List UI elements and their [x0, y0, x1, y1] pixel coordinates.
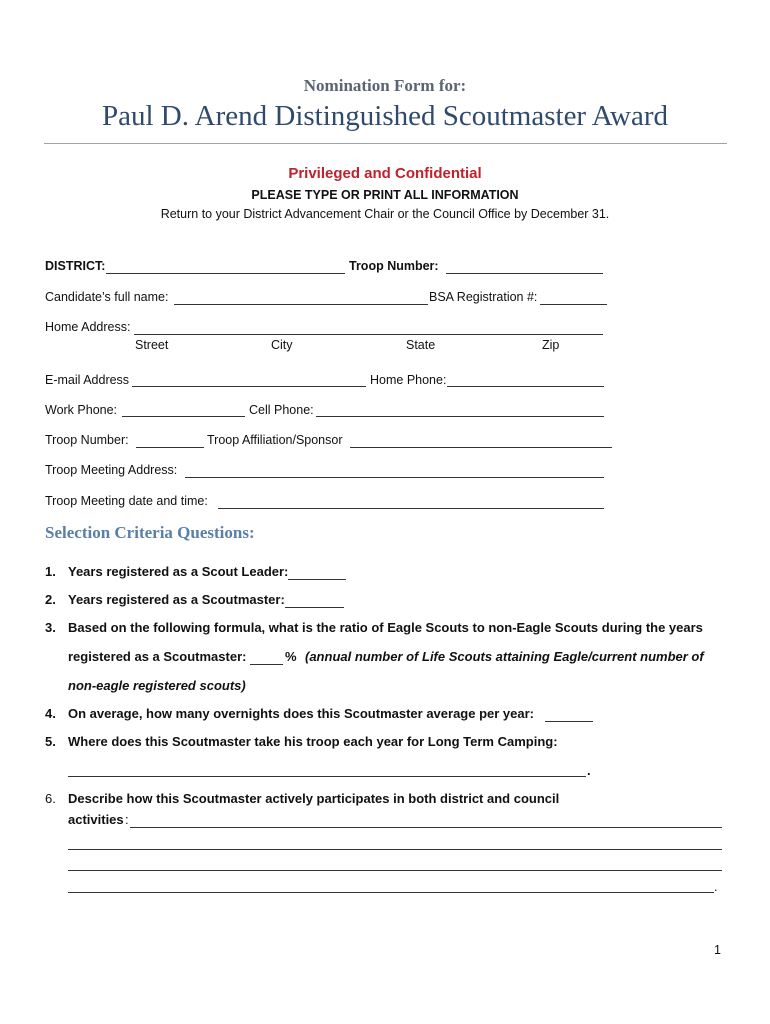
print-instruction: PLEASE TYPE OR PRINT ALL INFORMATION [251, 188, 519, 202]
criteria-heading: Selection Criteria Questions: [45, 523, 255, 542]
bsa-registration-label: BSA Registration #: [429, 290, 538, 304]
q2-answer-field[interactable] [285, 607, 344, 608]
title-divider [44, 143, 727, 144]
address-street-label: Street [135, 338, 169, 352]
q6-answer-line-4[interactable] [68, 892, 714, 893]
q3-formula: (annual number of Life Scouts attaining Eagle/current number of [305, 649, 704, 664]
candidate-name-field[interactable] [174, 304, 428, 305]
q2-number: 2. [45, 592, 56, 607]
q3-number: 3. [45, 620, 56, 635]
work-phone-label: Work Phone: [45, 403, 118, 417]
troop-affiliation-label: Troop Affiliation/Sponsor [207, 433, 343, 447]
confidential-notice: Privileged and Confidential [288, 165, 482, 182]
bsa-registration-field[interactable] [540, 304, 607, 305]
q1-text: Years registered as a Scout Leader: [68, 564, 289, 579]
q3-formula-end: non-eagle registered scouts) [68, 678, 246, 693]
address-state-label: State [406, 338, 436, 352]
q2-text: Years registered as a Scoutmaster: [68, 592, 285, 607]
form-subtitle: Nomination Form for: [303, 76, 467, 95]
q5-number: 5. [45, 734, 56, 749]
q6-text-line1: Describe how this Scoutmaster actively participates in both district and council [68, 791, 560, 806]
q4-answer-field[interactable] [545, 721, 593, 722]
troop-number-top-field[interactable] [446, 273, 603, 274]
meeting-date-field[interactable] [218, 508, 604, 509]
address-city-label: City [271, 338, 293, 352]
q3-text-line1: Based on the following formula, what is the ratio of Eagle Scouts to non-Eagle Scouts during the years [68, 620, 703, 635]
troop-affiliation-field[interactable] [350, 447, 612, 448]
page-number: 1 [714, 943, 721, 957]
meeting-address-label: Troop Meeting Address: [45, 463, 178, 477]
q6-number: 6. [45, 791, 56, 806]
troop-number-label: Troop Number: [45, 433, 129, 447]
q5-answer-field[interactable] [68, 776, 586, 777]
cell-phone-label: Cell Phone: [249, 403, 314, 417]
q4-text: On average, how many overnights does this Scoutmaster average per year: [68, 706, 535, 721]
q5-text: Where does this Scoutmaster take his troop each year for Long Term Camping: [68, 734, 558, 749]
district-field[interactable] [106, 273, 345, 274]
q6-answer-line-3[interactable] [68, 870, 722, 871]
cell-phone-field[interactable] [316, 416, 604, 417]
home-address-field[interactable] [134, 334, 603, 335]
q1-answer-field[interactable] [288, 579, 346, 580]
q1-number: 1. [45, 564, 56, 579]
email-label: E-mail Address [45, 373, 130, 387]
q6-answer-line-1[interactable] [130, 827, 722, 828]
q4-number: 4. [45, 706, 56, 721]
candidate-name-label: Candidate’s full name: [45, 290, 169, 304]
work-phone-field[interactable] [122, 416, 245, 417]
troop-number-field[interactable] [136, 447, 204, 448]
troop-number-top-label: Troop Number: [349, 259, 439, 273]
q3-percent: % [285, 649, 297, 664]
email-field[interactable] [132, 386, 366, 387]
q3-answer-field[interactable] [250, 664, 283, 665]
address-zip-label: Zip [542, 338, 560, 352]
return-note: Return to your District Advancement Chair or the Council Office by December 31. [160, 207, 610, 221]
q6-colon: : [125, 812, 129, 827]
meeting-date-label: Troop Meeting date and time: [45, 494, 208, 508]
q6-end: . [714, 880, 718, 894]
q5-end: . [587, 763, 591, 778]
home-address-label: Home Address: [45, 320, 131, 334]
form-title: Paul D. Arend Distinguished Scoutmaster Award [102, 100, 668, 132]
q3-text-line2: registered as a Scoutmaster: [68, 649, 247, 664]
district-label: DISTRICT: [45, 259, 106, 273]
home-phone-label: Home Phone: [370, 373, 447, 387]
q6-text-line2: activities [68, 812, 124, 827]
meeting-address-field[interactable] [185, 477, 604, 478]
q6-answer-line-2[interactable] [68, 849, 722, 850]
home-phone-field[interactable] [447, 386, 604, 387]
